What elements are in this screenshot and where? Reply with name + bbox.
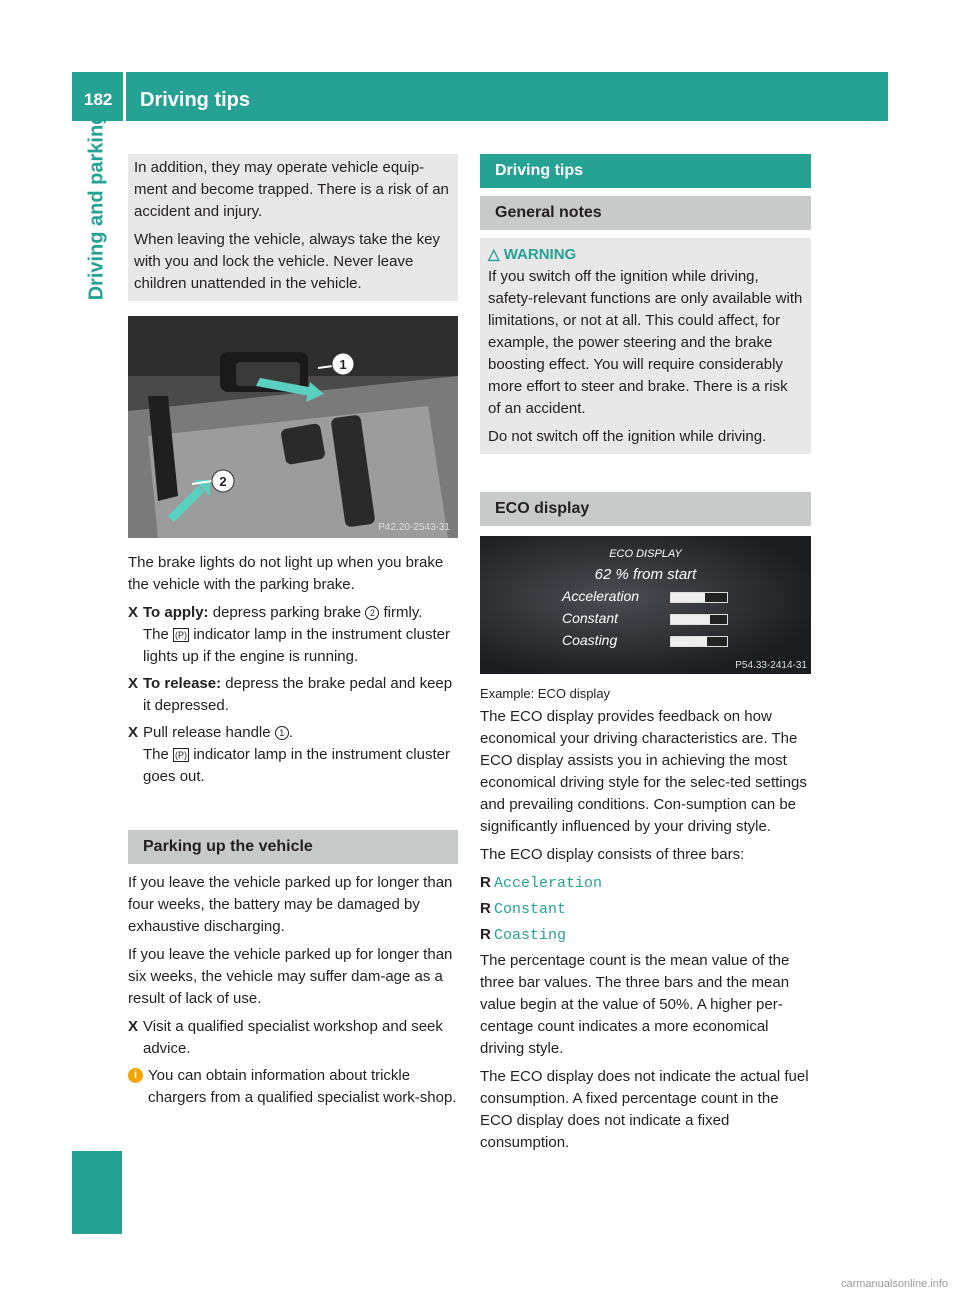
warning-text: If you switch off the ignition while driving, safety-relevant functions are only available with limitations, or not at all. This could affect, for example, the power steering and the brake boosting effect. You will require considerably more effort to steer and brake. There is a risk of an accident. [488, 268, 803, 417]
header-divider [123, 72, 126, 121]
callout-ref-2: 2 [365, 606, 379, 620]
parking-brake-indicator-icon: (P) [175, 630, 188, 640]
driving-tips-heading: Driving tips [480, 154, 811, 188]
page-title: Driving tips [140, 89, 251, 111]
eco-row-bar-fill [671, 615, 710, 624]
figure-code: P54.33-2414-31 [735, 660, 807, 671]
warning-paragraph: When leaving the vehicle, always take the key with you and lock the vehicle. Never leave children unattended in the vehicle. [134, 231, 440, 292]
general-notes-heading: General notes [480, 196, 811, 230]
step-arrow-icon: X [128, 724, 139, 741]
parking-paragraph: If you leave the vehicle parked up for longer than four weeks, the battery may be damaged by exhaustive discharging. [128, 874, 453, 935]
parking-brake-indicator-icon: (P) [175, 750, 188, 760]
figure-code: P42.20-2543-31 [378, 522, 450, 533]
step-release: X To release: depress the brake pedal and keep it depressed. [128, 675, 453, 714]
sidebar-tab [72, 1151, 122, 1234]
sidebar-section-label: Driving and parking [85, 112, 108, 300]
page-number: 182 [84, 90, 113, 109]
callout-ref-1: 1 [275, 726, 289, 740]
list-item: R Constant [480, 900, 567, 918]
list-item: R Acceleration [480, 874, 603, 892]
step-apply: X To apply: depress parking brake 2 firmly. The (P) indicator lamp in the instrument cluster lights up if the engine is running. [128, 604, 450, 665]
eco-percentage: 62 % from start [594, 566, 697, 583]
parking-brake-illustration [128, 316, 458, 538]
eco-row-bar-fill [671, 637, 707, 646]
parking-paragraph: If you leave the vehicle parked up for longer than six weeks, the vehicle may suffer dam-age as a result of lack of use. [128, 946, 453, 1007]
eco-row-label: Acceleration [562, 588, 640, 604]
eco-row-bar-fill [671, 593, 705, 602]
parking-up-heading: Parking up the vehicle [128, 830, 458, 864]
svg-text:2: 2 [219, 474, 227, 489]
eco-display-heading: ECO display [480, 492, 811, 526]
warning-paragraph: In addition, they may operate vehicle equip-ment and become trapped. There is a risk of an accident and injury. [134, 159, 449, 220]
warning-title: △ WARNING [488, 246, 577, 263]
eco-row-label: Coasting [562, 632, 618, 648]
warning-text: Do not switch off the ignition while driving. [488, 428, 767, 445]
svg-text:1: 1 [339, 357, 347, 372]
eco-display-figure [480, 536, 811, 674]
eco-row-bar [670, 636, 728, 647]
left-column [128, 154, 458, 1114]
info-icon: i [128, 1068, 143, 1083]
eco-title: ECO DISPLAY [609, 548, 682, 560]
right-column [480, 154, 811, 1160]
brake-pedal [280, 423, 326, 465]
watermark: carmanualsonline.info [840, 1278, 948, 1290]
step-visit-workshop: X Visit a qualified specialist workshop and seek advice. [128, 1018, 443, 1057]
eco-paragraph: The percentage count is the mean value of the three bar values. The three bars and the mean value begin at the value of 50%. A higher per-centage count indicates a more economical driving style. [480, 952, 790, 1057]
warning-triangle-icon: △ [488, 246, 500, 263]
warning-box [480, 238, 811, 454]
eco-paragraph: The ECO display consists of three bars: [480, 846, 745, 863]
step-arrow-icon: X [128, 604, 139, 621]
figure-caption: Example: ECO display [480, 686, 611, 701]
eco-row-bar [670, 614, 728, 625]
page-header [72, 72, 888, 121]
brake-lights-note: The brake lights do not light up when you brake the vehicle with the parking brake. [128, 554, 444, 593]
eco-row-bar [670, 592, 728, 603]
step-arrow-icon: X [128, 675, 139, 692]
warning-continuation-box [128, 154, 458, 301]
eco-paragraph: The ECO display provides feedback on how economical your driving characteristics are. The ECO display assists you in achieving the most economical driving style for the selec-ted settings and prevailing conditions. Con-sumption can be significantly influenced by your driving style. [480, 708, 807, 835]
list-item: R Coasting [480, 926, 567, 944]
step-pull-handle: X Pull release handle 1 . The (P) indicator lamp in the instrument cluster goes out. [128, 724, 450, 785]
parking-brake-figure [128, 316, 458, 538]
eco-paragraph: The ECO display does not indicate the actual fuel consumption. A fixed percentage count in the ECO display does not indicate a fixed consumption. [480, 1068, 809, 1151]
eco-row-label: Constant [562, 610, 619, 626]
step-arrow-icon: X [128, 1018, 139, 1035]
info-note: i You can obtain information about trickle chargers from a qualified specialist work-shop. [128, 1065, 458, 1109]
